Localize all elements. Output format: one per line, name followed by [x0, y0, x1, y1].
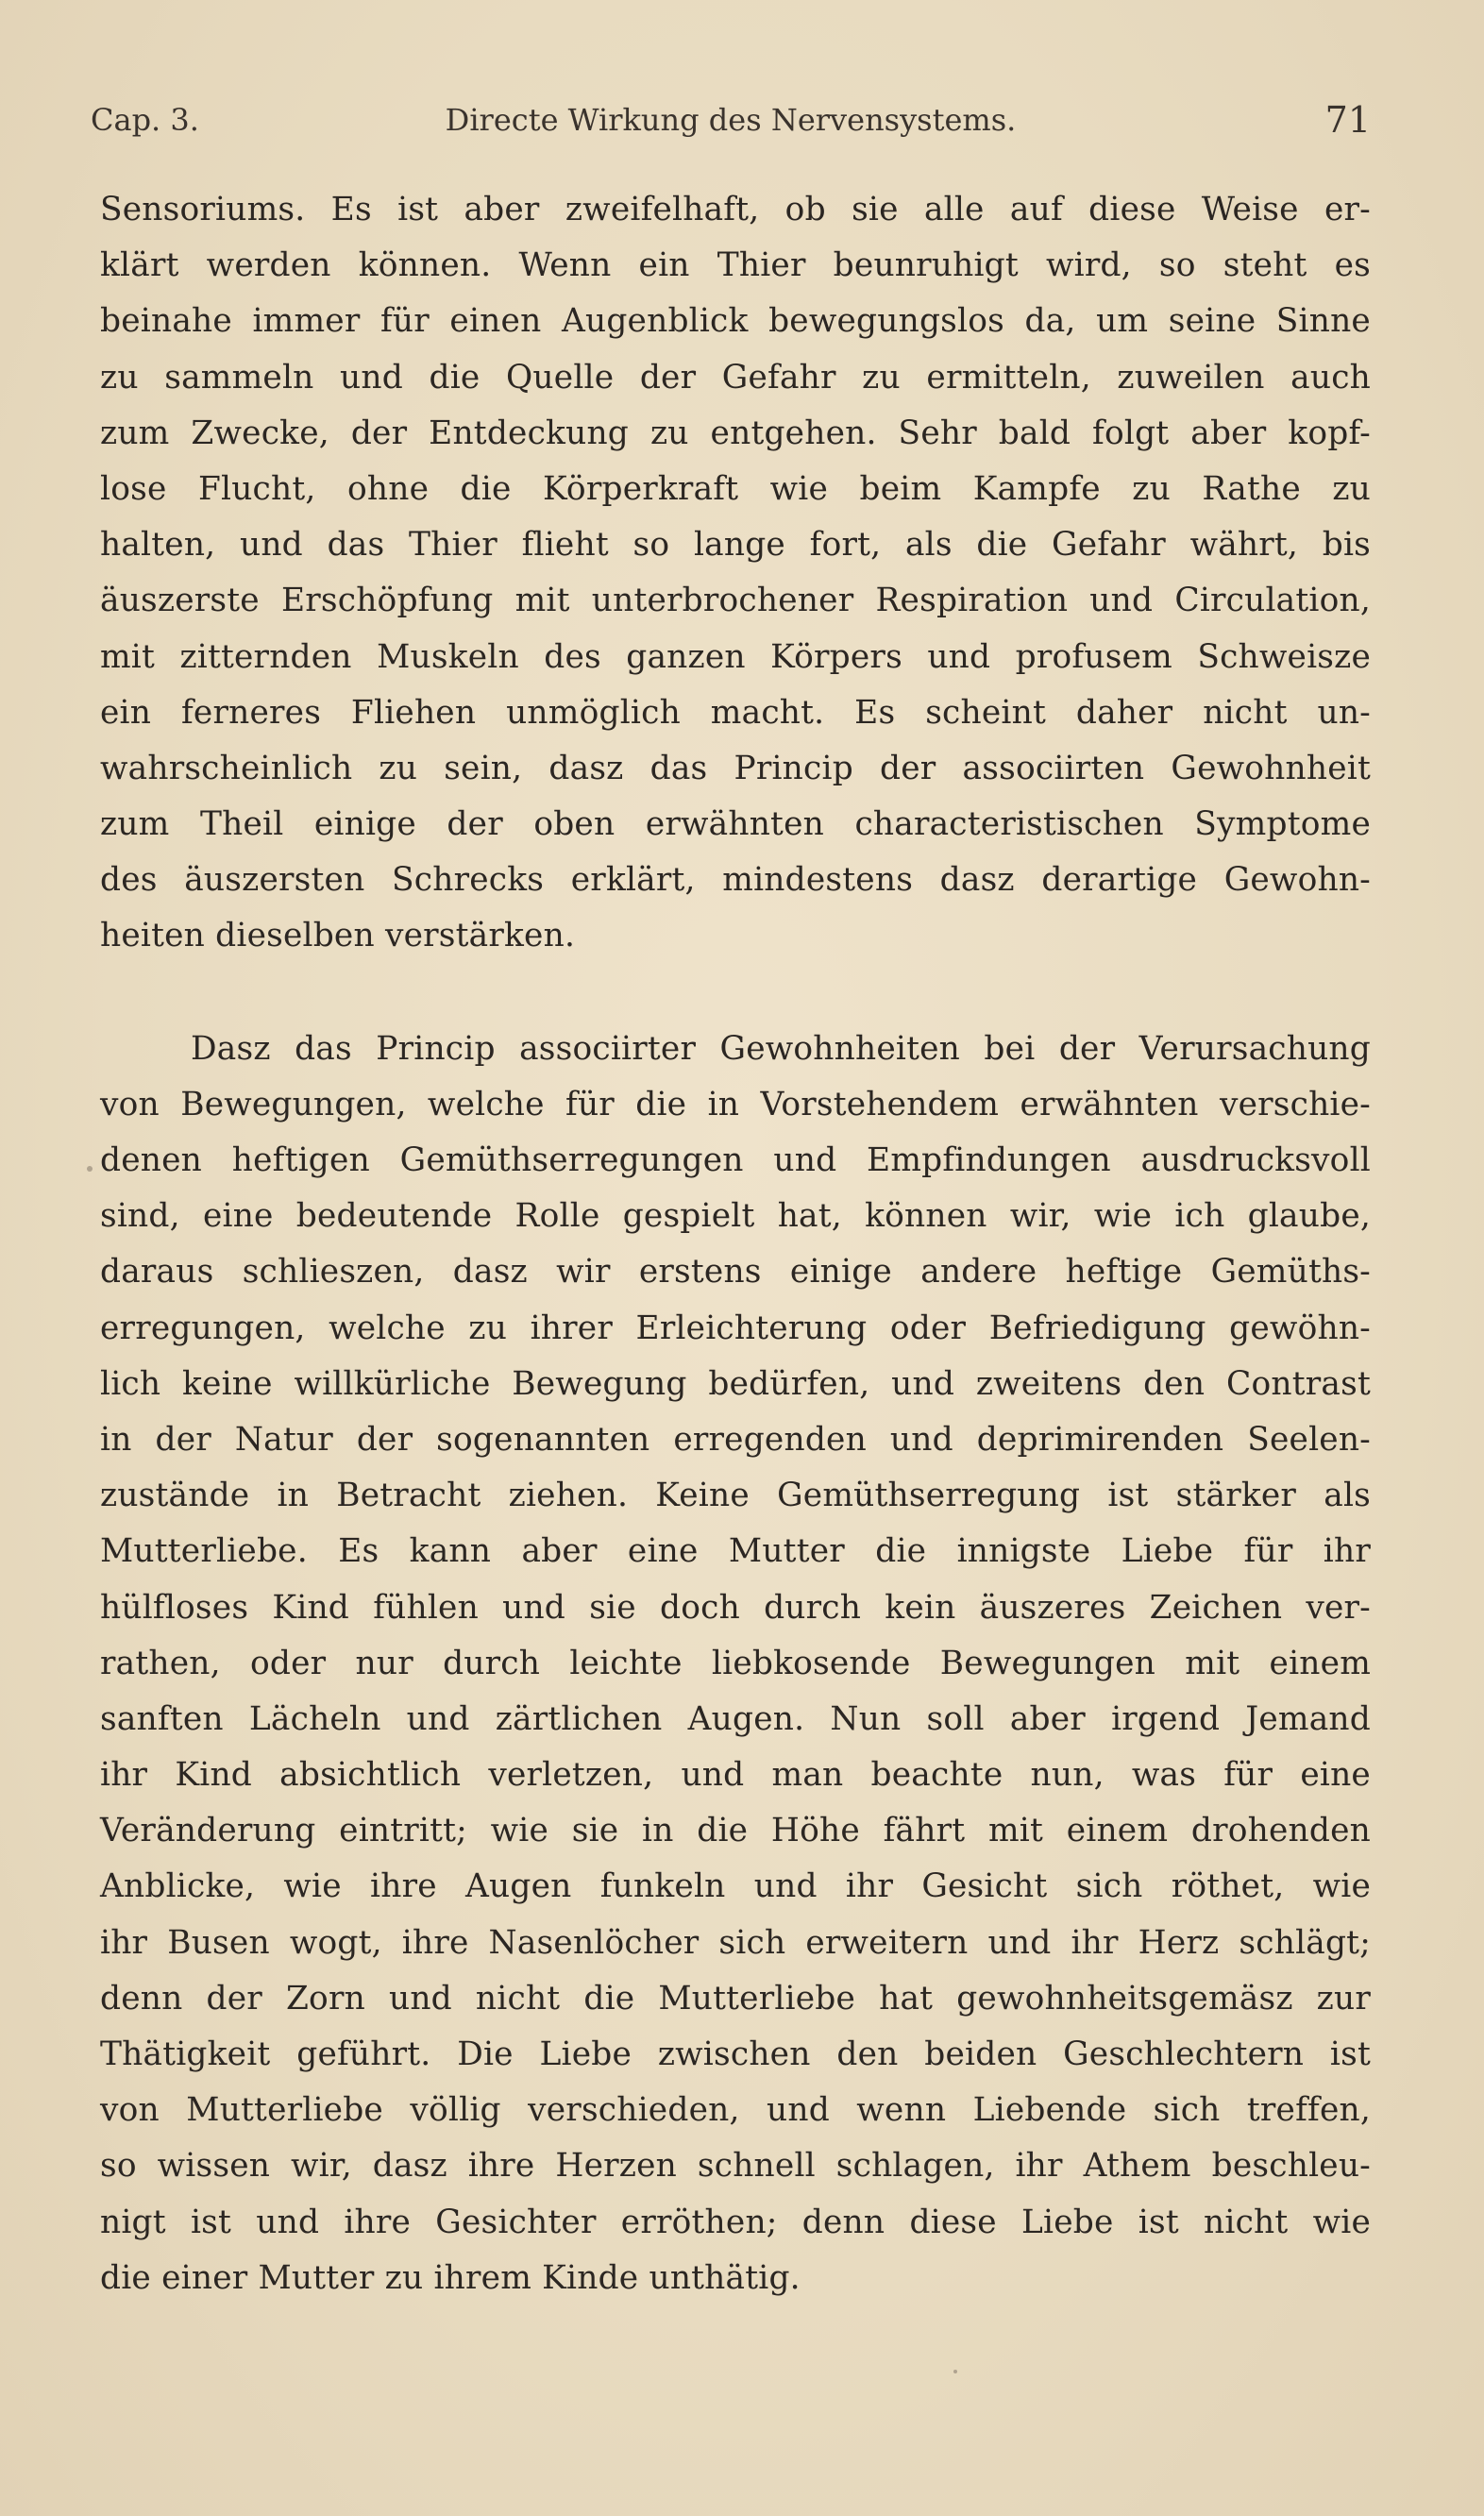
- text-line: Thätigkeit geführt. Die Liebe zwischen den beiden Geschlechtern ist: [100, 2035, 1371, 2073]
- text-line: hülfloses Kind fühlen und sie doch durch kein äuszeres Zeichen ver-: [100, 1588, 1371, 1627]
- text-line: beinahe immer für einen Augenblick bewegungslos da, um seine Sinne: [100, 302, 1371, 341]
- text-line: klärt werden können. Wenn ein Thier beunruhigt wird, so steht es: [100, 246, 1371, 285]
- text-line: sanften Lächeln und zärtlichen Augen. Nun soll aber irgend Jemand: [100, 1699, 1371, 1738]
- text-line: zum Theil einige der oben erwähnten characteristischen Symptome: [100, 805, 1371, 844]
- text-line: halten, und das Thier flieht so lange fort, als die Gefahr währt, bis: [100, 526, 1371, 565]
- paper-speck: [953, 2370, 957, 2373]
- text-line: ihr Busen wogt, ihre Nasenlöcher sich erweitern und ihr Herz schlägt;: [100, 1923, 1371, 1962]
- text-line: so wissen wir, dasz ihre Herzen schnell schlagen, ihr Athem beschleu-: [100, 2147, 1371, 2186]
- text-line: des äuszersten Schrecks erklärt, mindestens dasz derartige Gewohn-: [100, 861, 1371, 900]
- text-line: Veränderung eintritt; wie sie in die Höhe fährt mit einem drohenden: [100, 1812, 1371, 1850]
- page-number: 71: [1324, 99, 1371, 141]
- text-line: von Mutterliebe völlig verschieden, und wenn Liebende sich treffen,: [100, 2091, 1371, 2130]
- text-line: denen heftigen Gemüthserregungen und Empfindungen ausdrucksvoll: [100, 1141, 1371, 1179]
- body-text: [100, 182, 1371, 2306]
- text-line: heiten dieselben verstärken.: [100, 917, 576, 955]
- text-line: von Bewegungen, welche für die in Vorstehendem erwähnten verschie-: [100, 1085, 1371, 1123]
- text-line: Anblicke, wie ihre Augen funkeln und ihr Gesicht sich röthet, wie: [100, 1867, 1371, 1906]
- text-line: lose Flucht, ohne die Körperkraft wie beim Kampfe zu Rathe zu: [100, 469, 1371, 508]
- text-line: Dasz das Princip associirter Gewohnheiten bei der Verursachung: [191, 1029, 1371, 1068]
- text-line: sind, eine bedeutende Rolle gespielt hat, können wir, wie ich glaube,: [100, 1197, 1371, 1236]
- text-line: zu sammeln und die Quelle der Gefahr zu ermitteln, zuweilen auch: [100, 358, 1371, 397]
- text-line: ihr Kind absichtlich verletzen, und man beachte nun, was für eine: [100, 1756, 1371, 1795]
- chapter-label: Cap. 3.: [91, 102, 199, 138]
- text-line: in der Natur der sogenannten erregenden und deprimirenden Seelen-: [100, 1420, 1371, 1459]
- text-line: zustände in Betracht ziehen. Keine Gemüthserregung ist stärker als: [100, 1477, 1371, 1515]
- text-line: lich keine willkürliche Bewegung bedürfen, und zweitens den Contrast: [100, 1364, 1371, 1403]
- text-line: die einer Mutter zu ihrem Kinde unthätig.: [100, 2258, 801, 2297]
- text-line: zum Zwecke, der Entdeckung zu entgehen. Sehr bald folgt aber kopf-: [100, 414, 1371, 452]
- paragraph-2: [100, 1022, 1371, 2306]
- text-line: erregungen, welche zu ihrer Erleichterung oder Befriedigung gewöhn-: [100, 1309, 1371, 1347]
- text-line: Mutterliebe. Es kann aber eine Mutter die innigste Liebe für ihr: [100, 1532, 1371, 1571]
- text-line: äuszerste Erschöpfung mit unterbrochener Respiration und Circulation,: [100, 582, 1371, 620]
- text-line: nigt ist und ihre Gesichter erröthen; denn diese Liebe ist nicht wie: [100, 2203, 1371, 2241]
- text-line: mit zitternden Muskeln des ganzen Körpers und profusem Schweisze: [100, 637, 1371, 676]
- running-head: [91, 96, 1371, 144]
- text-line: denn der Zorn und nicht die Mutterliebe hat gewohnheitsgemäsz zur: [100, 1979, 1371, 2018]
- text-line: ein ferneres Fliehen unmöglich macht. Es scheint daher nicht un-: [100, 693, 1371, 732]
- paragraph-1: [100, 182, 1371, 965]
- chapter-title: Directe Wirkung des Nervensystems.: [445, 102, 1017, 138]
- text-line: Sensoriums. Es ist aber zweifelhaft, ob sie alle auf diese Weise er-: [100, 191, 1371, 228]
- paper-speck: [87, 1166, 93, 1172]
- paragraph-gap: [100, 965, 1371, 1022]
- text-line: rathen, oder nur durch leichte liebkosende Bewegungen mit einem: [100, 1644, 1371, 1682]
- text-line: wahrscheinlich zu sein, dasz das Princip der associirten Gewohnheit: [100, 749, 1371, 787]
- text-line: daraus schlieszen, dasz wir erstens einige andere heftige Gemüths-: [100, 1253, 1371, 1292]
